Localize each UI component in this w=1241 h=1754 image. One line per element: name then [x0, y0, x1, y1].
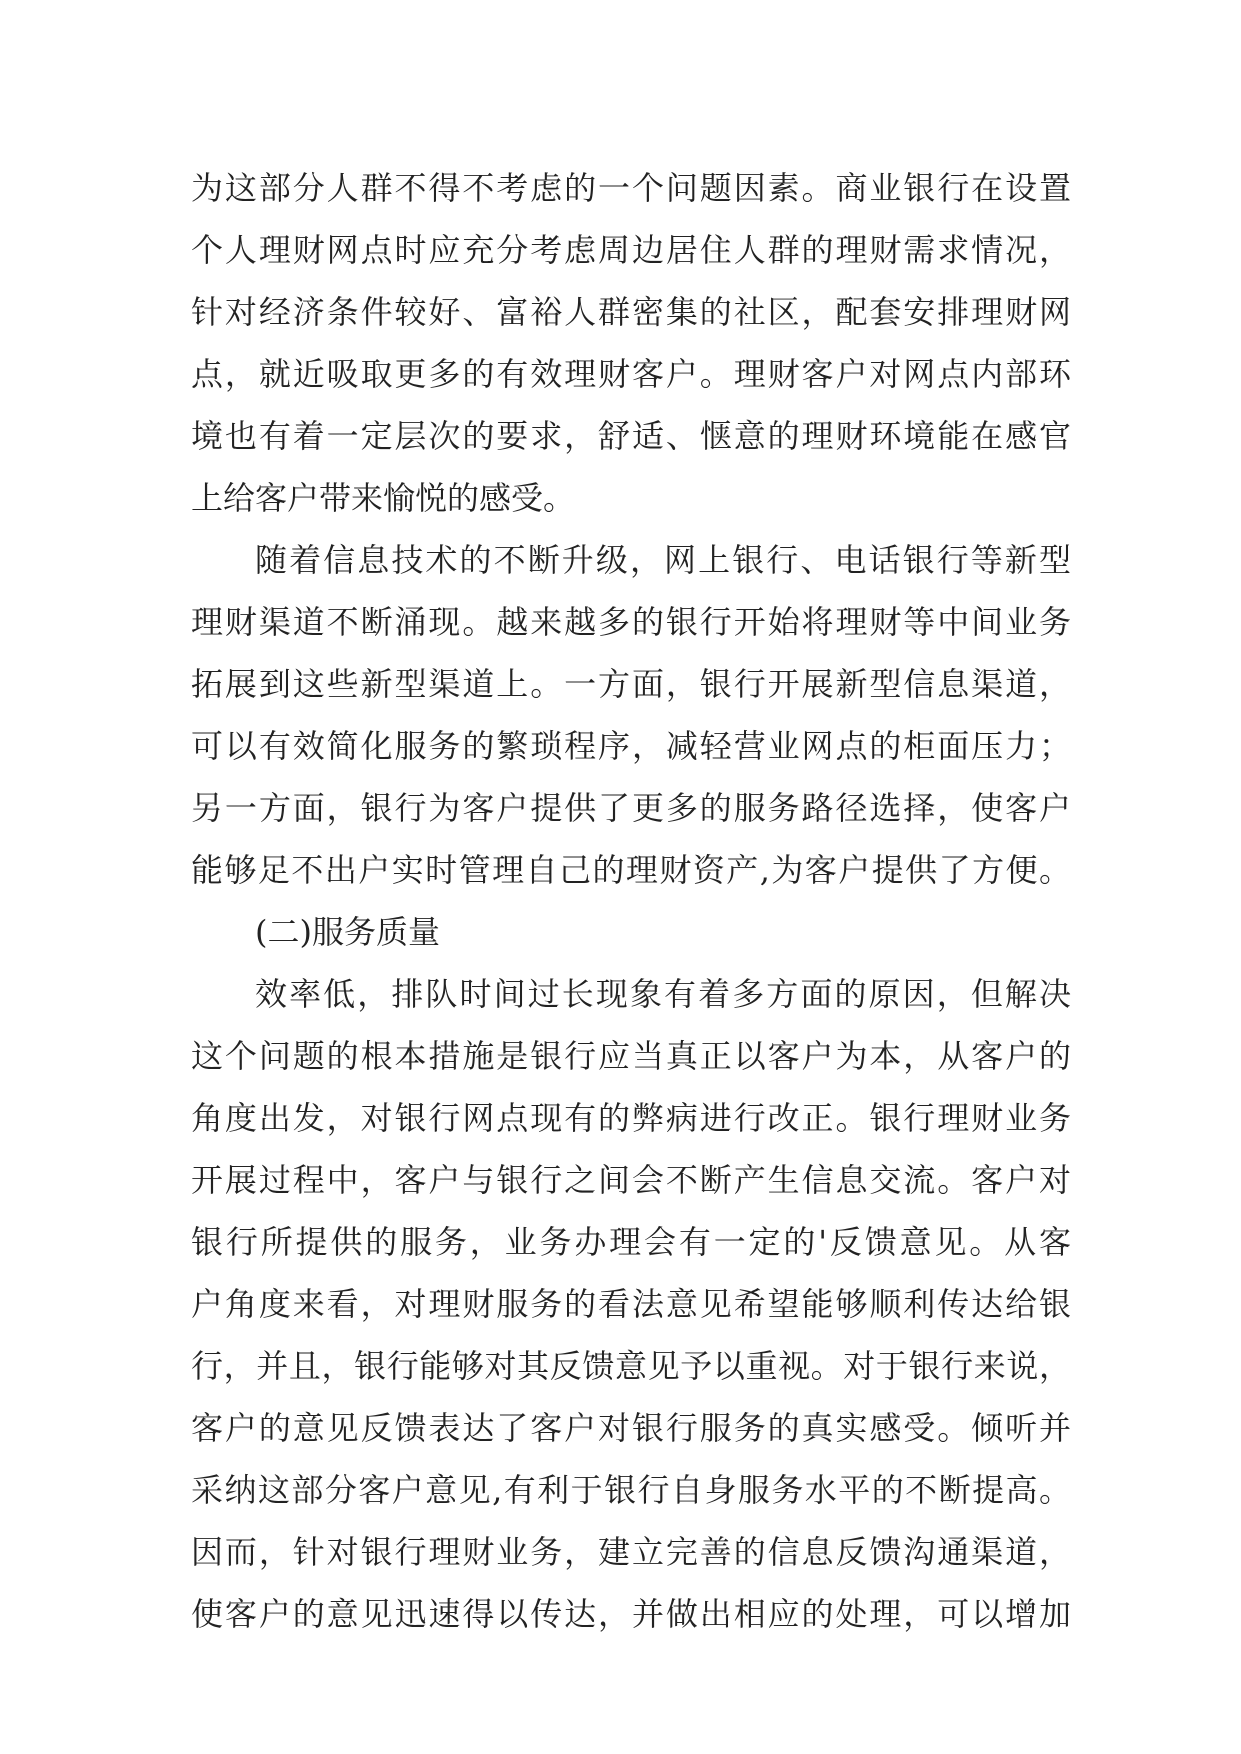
text-line: 采纳这部分客户意见,有利于银行自身服务水平的不断提高。	[191, 1471, 1071, 1509]
text-line: 能够足不出户实时管理自己的理财资产,为客户提供了方便。	[191, 851, 1071, 889]
text-line: 理财渠道不断涌现。越来越多的银行开始将理财等中间业务	[191, 603, 1071, 641]
text-line: 另一方面，银行为客户提供了更多的服务路径选择，使客户	[191, 789, 1071, 827]
text-line: 客户的意见反馈表达了客户对银行服务的真实感受。倾听并	[191, 1409, 1071, 1447]
text-line: 上给客户带来愉悦的感受。	[191, 479, 576, 517]
text-line: 境也有着一定层次的要求，舒适、惬意的理财环境能在感官	[191, 417, 1071, 455]
text-line: 银行所提供的服务，业务办理会有一定的'反馈意见。从客	[191, 1223, 1071, 1261]
text-line: 效率低，排队时间过长现象有着多方面的原因，但解决	[255, 975, 1071, 1013]
text-line: 可以有效简化服务的繁琐程序，减轻营业网点的柜面压力；	[191, 727, 1071, 765]
text-line: 为这部分人群不得不考虑的一个问题因素。商业银行在设置	[191, 169, 1071, 207]
text-line: 因而，针对银行理财业务，建立完善的信息反馈沟通渠道，	[191, 1533, 1071, 1571]
document-body	[191, 157, 1071, 1645]
text-line: 角度出发，对银行网点现有的弊病进行改正。银行理财业务	[191, 1099, 1071, 1137]
text-line: 开展过程中，客户与银行之间会不断产生信息交流。客户对	[191, 1161, 1071, 1199]
text-line: 行，并且，银行能够对其反馈意见予以重视。对于银行来说，	[191, 1347, 1071, 1385]
text-line: 点，就近吸取更多的有效理财客户。理财客户对网点内部环	[191, 355, 1071, 393]
text-line: 拓展到这些新型渠道上。一方面，银行开展新型信息渠道，	[191, 665, 1071, 703]
text-line: 这个问题的根本措施是银行应当真正以客户为本，从客户的	[191, 1037, 1071, 1075]
text-line: 使客户的意见迅速得以传达，并做出相应的处理，可以增加	[191, 1595, 1071, 1633]
section-heading: (二)服务质量	[255, 913, 440, 951]
text-line: 针对经济条件较好、富裕人群密集的社区，配套安排理财网	[191, 293, 1071, 331]
text-line: 随着信息技术的不断升级，网上银行、电话银行等新型	[255, 541, 1071, 579]
text-line: 个人理财网点时应充分考虑周边居住人群的理财需求情况，	[191, 231, 1071, 269]
text-line: 户角度来看，对理财服务的看法意见希望能够顺利传达给银	[191, 1285, 1071, 1323]
